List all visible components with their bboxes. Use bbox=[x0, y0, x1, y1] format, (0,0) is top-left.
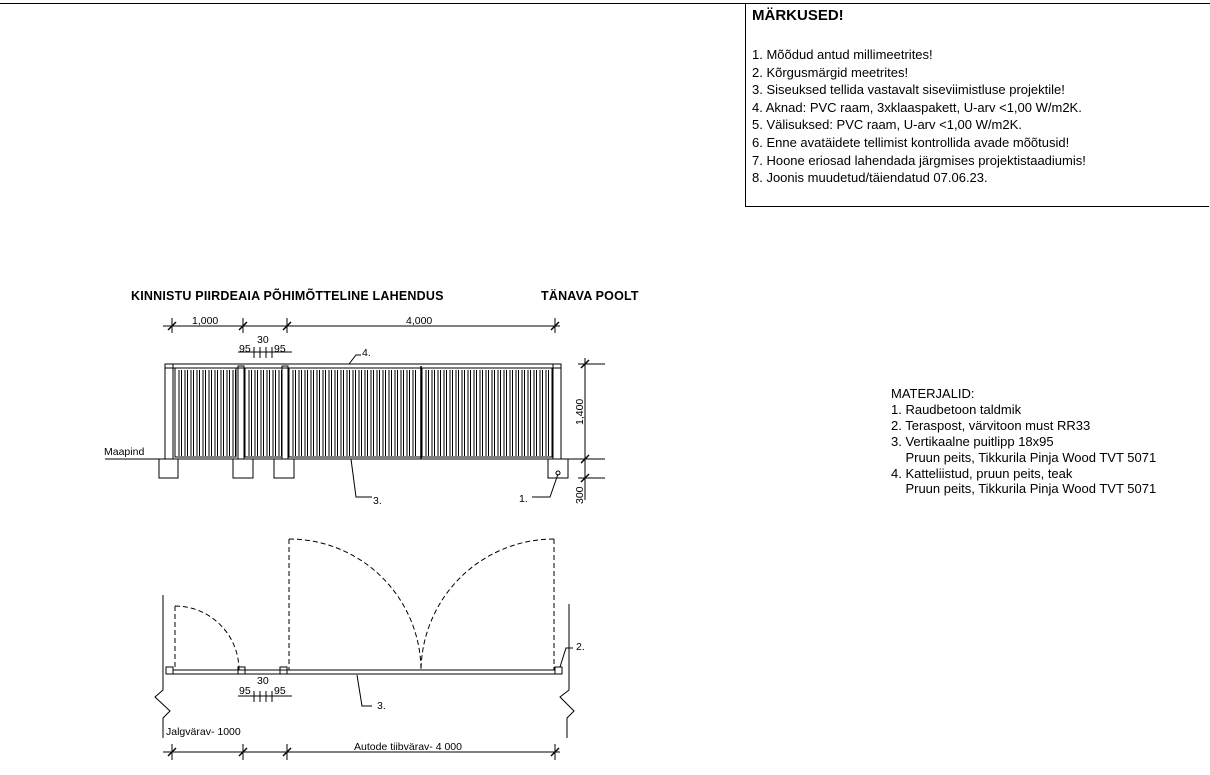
dim-main-width: 4,000 bbox=[406, 315, 433, 327]
footgate-label: Jalgvärav- 1000 bbox=[166, 726, 241, 738]
callout-2: 2. bbox=[576, 641, 585, 653]
callout-3-elevation: 3. bbox=[373, 495, 382, 507]
callout-1: 1. bbox=[519, 493, 528, 505]
note-item: 7. Hoone eriosad lahendada järgmises projektistaadiumis! bbox=[752, 152, 1086, 168]
dim-post-right: 95 bbox=[274, 343, 286, 355]
dim-gap: 30 bbox=[257, 334, 269, 346]
note-item: 5. Välisuksed: PVC raam, U-arv <1,00 W/m2K. bbox=[752, 117, 1022, 133]
material-item: 3. Vertikaalne puitlipp 18x95 bbox=[891, 433, 1054, 449]
dim-gate-width: 1,000 bbox=[192, 315, 219, 327]
notes-list bbox=[752, 46, 1086, 187]
elevation-title: KINNISTU PIIRDEAIA PÕHIMÕTTELINE LAHENDUS bbox=[131, 289, 444, 303]
note-item: 3. Siseuksed tellida vastavalt siseviimistluse projektile! bbox=[752, 82, 1065, 98]
elevation-subtitle: TÄNAVA POOLT bbox=[541, 289, 639, 303]
cargate-label: Autode tiibvärav- 4 000 bbox=[354, 741, 462, 753]
plan-dim-gap: 30 bbox=[257, 675, 269, 687]
callout-3-plan: 3. bbox=[377, 700, 386, 712]
material-item: 2. Teraspost, värvitoon must RR33 bbox=[891, 417, 1091, 433]
note-item: 2. Kõrgusmärgid meetrites! bbox=[752, 64, 909, 80]
materials-title: MATERJALID: bbox=[891, 386, 975, 401]
dim-height: 1,400 bbox=[574, 398, 586, 425]
material-item: 4. Katteliistud, pruun peits, teak bbox=[891, 465, 1073, 481]
plan-dim-post-left: 95 bbox=[239, 685, 251, 697]
material-item: 1. Raudbetoon taldmik bbox=[891, 401, 1022, 417]
callout-4: 4. bbox=[362, 347, 371, 359]
note-item: 8. Joonis muudetud/täiendatud 07.06.23. bbox=[752, 170, 988, 186]
dim-depth: 300 bbox=[574, 486, 586, 504]
dim-post-left: 95 bbox=[239, 343, 251, 355]
notes-title: MÄRKUSED! bbox=[752, 7, 844, 24]
plan-dim-post-right: 95 bbox=[274, 685, 286, 697]
note-item: 1. Mõõdud antud millimeetrites! bbox=[752, 47, 933, 62]
materials-panel bbox=[891, 386, 1156, 497]
material-item: Pruun peits, Tikkurila Pinja Wood TVT 5071 bbox=[891, 449, 1157, 465]
note-item: 6. Enne avatäidete tellimist kontrollida avade mõõtusid! bbox=[752, 134, 1070, 150]
ground-label: Maapind bbox=[104, 446, 145, 458]
material-item: Pruun peits, Tikkurila Pinja Wood TVT 5071 bbox=[891, 481, 1157, 497]
elevation-slats bbox=[179, 370, 549, 456]
note-item: 4. Aknad: PVC raam, 3xklaaspakett, U-arv <1,00 W/m2K. bbox=[752, 99, 1082, 115]
notes-panel bbox=[745, 3, 1209, 207]
